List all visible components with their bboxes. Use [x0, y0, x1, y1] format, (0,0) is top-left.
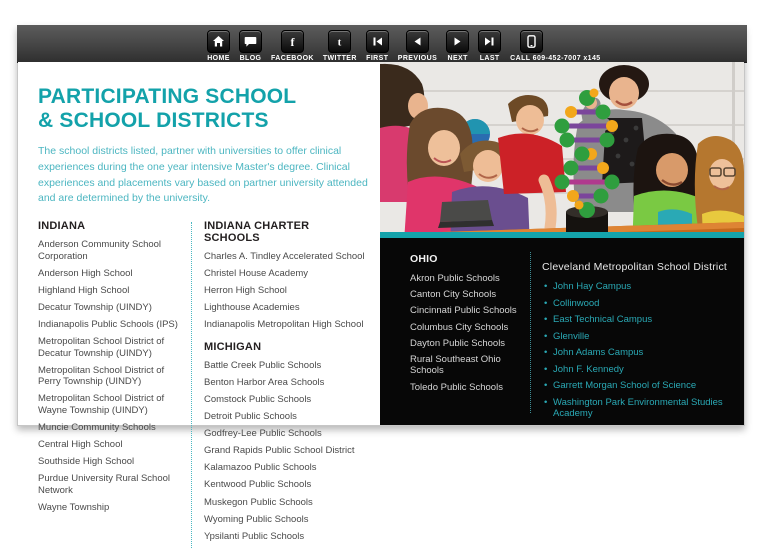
- campus-link[interactable]: • Washington Park Environmental Studies Academy: [542, 397, 744, 420]
- nav-last[interactable]: [478, 30, 501, 62]
- intro-paragraph: The school districts listed, partner with universities to offer clinical experiences during the one year intensive Master's degree. Clinical experiences and placements vary based on partner university attended and are determined by the university.: [38, 145, 368, 205]
- classroom-photo: [380, 62, 744, 232]
- phone-icon: [520, 30, 543, 53]
- campus-link[interactable]: • John Hay Campus: [542, 281, 744, 292]
- list-item: Kentwood Public Schools: [204, 479, 312, 491]
- next-icon: [446, 30, 469, 53]
- nav-home-label: HOME: [207, 55, 230, 62]
- cleveland-list: [542, 281, 744, 420]
- nav-twitter[interactable]: [323, 30, 357, 62]
- indiana-charter-list: [204, 251, 366, 331]
- nav-facebook-label: FACEBOOK: [271, 55, 314, 62]
- page-container: [17, 25, 745, 542]
- list-item: Muskegon Public Schools: [204, 496, 313, 508]
- list-item: Decatur Township (UINDY): [38, 301, 152, 313]
- page-title-line2: & SCHOOL DISTRICTS: [38, 108, 269, 132]
- list-item: Metropolitan School District of Decatur Township (UINDY): [38, 336, 165, 359]
- nav-twitter-label: TWITTER: [322, 55, 357, 62]
- list-item: Anderson Community School Corporation: [38, 239, 162, 262]
- nav-home[interactable]: [207, 30, 230, 62]
- campus-link[interactable]: • John Adams Campus: [542, 347, 744, 358]
- michigan-list: [204, 360, 366, 542]
- list-item: Battle Creek Public Schools: [204, 359, 322, 371]
- last-icon: [478, 30, 501, 53]
- list-item: Cincinnati Public Schools: [410, 305, 517, 317]
- list-item: Charles A. Tindley Accelerated School: [204, 251, 365, 263]
- list-item: Indianapolis Metropolitan High School: [204, 319, 364, 331]
- list-item: Wayne Township: [38, 501, 110, 513]
- campus-link[interactable]: • John F. Kennedy: [542, 364, 744, 375]
- nav-call-label: CALL 609-452-7007 x145: [510, 55, 601, 62]
- page-title-line1: PARTICIPATING SCHOOL: [38, 85, 297, 108]
- previous-icon: [406, 30, 429, 53]
- list-item: Metropolitan School District of Wayne Township (UINDY): [38, 393, 165, 416]
- list-item: Comstock Public Schools: [204, 394, 312, 406]
- classroom-photo-illustration: [380, 62, 744, 232]
- list-item: Grand Rapids Public School District: [204, 445, 355, 457]
- campus-link[interactable]: • Glenville: [542, 331, 744, 342]
- first-icon: [366, 30, 389, 53]
- twitter-icon: [328, 30, 351, 53]
- svg-text:f: f: [290, 35, 295, 48]
- list-item: Purdue University Rural School Network: [38, 473, 171, 496]
- indiana-column: [38, 220, 187, 548]
- indiana-header: INDIANA: [38, 220, 86, 233]
- nav-next-label: NEXT: [447, 55, 468, 62]
- campus-link[interactable]: • Garrett Morgan School of Science: [542, 380, 744, 391]
- list-item: Ypsilanti Public Schools: [204, 530, 305, 542]
- ohio-column: [380, 238, 530, 425]
- nav-last-label: LAST: [479, 55, 500, 62]
- cleveland-header: Cleveland Metropolitan School District: [542, 260, 728, 273]
- list-item: Toledo Public Schools: [410, 381, 503, 393]
- cleveland-column: [531, 238, 744, 425]
- content-area: [18, 62, 744, 542]
- list-item: Detroit Public Schools: [204, 411, 297, 423]
- nav-previous-label: PREVIOUS: [397, 55, 438, 62]
- ohio-header: OHIO: [410, 252, 438, 265]
- list-item: Canton City Schools: [410, 289, 497, 301]
- nav-menu: [207, 30, 601, 62]
- right-pane: [380, 62, 744, 425]
- list-item: Godfrey-Lee Public Schools: [204, 428, 322, 440]
- list-item: Columbus City Schools: [410, 321, 509, 333]
- list-item: Southside High School: [38, 456, 135, 468]
- list-item: Indianapolis Public Schools (IPS): [38, 318, 178, 330]
- list-item: Lighthouse Academies: [204, 302, 300, 314]
- top-navigation-bar: [17, 25, 747, 63]
- ohio-list: [410, 273, 530, 393]
- column-divider: [191, 222, 192, 548]
- campus-link[interactable]: • East Technical Campus: [542, 314, 744, 325]
- indiana-charter-header: INDIANA CHARTER SCHOOLS: [204, 220, 310, 245]
- ohio-panel: [380, 238, 744, 425]
- list-item: Herron High School: [204, 285, 287, 297]
- charter-michigan-column: [197, 220, 366, 548]
- michigan-header: MICHIGAN: [204, 340, 262, 353]
- list-item: Highland High School: [38, 284, 130, 296]
- list-item: Rural Southeast Ohio Schools: [410, 353, 501, 377]
- nav-first[interactable]: [366, 30, 389, 62]
- list-item: Christel House Academy: [204, 268, 309, 280]
- list-item: Dayton Public Schools: [410, 337, 506, 349]
- nav-blog-label: BLOG: [239, 55, 262, 62]
- svg-text:t: t: [337, 36, 342, 48]
- list-item: Central High School: [38, 439, 123, 451]
- left-pane: [18, 62, 380, 542]
- nav-next[interactable]: [446, 30, 469, 62]
- nav-first-label: FIRST: [366, 55, 389, 62]
- list-item: Kalamazoo Public Schools: [204, 462, 317, 474]
- nav-previous[interactable]: [398, 30, 437, 62]
- indiana-list: [38, 239, 187, 513]
- list-item: Wyoming Public Schools: [204, 513, 309, 525]
- nav-facebook[interactable]: [271, 30, 314, 62]
- campus-link[interactable]: • Collinwood: [542, 298, 744, 309]
- list-item: Muncie Community Schools: [38, 421, 156, 433]
- nav-blog[interactable]: [239, 30, 262, 62]
- home-icon: [207, 30, 230, 53]
- list-item: Akron Public Schools: [410, 272, 500, 284]
- list-item: Benton Harbor Area Schools: [204, 377, 325, 388]
- list-item: Metropolitan School District of Perry Township (UINDY): [38, 364, 165, 388]
- blog-icon: [239, 30, 262, 53]
- page-title: [38, 85, 366, 132]
- facebook-icon: [281, 30, 304, 53]
- list-item: Anderson High School: [38, 267, 133, 279]
- nav-call[interactable]: [510, 30, 600, 62]
